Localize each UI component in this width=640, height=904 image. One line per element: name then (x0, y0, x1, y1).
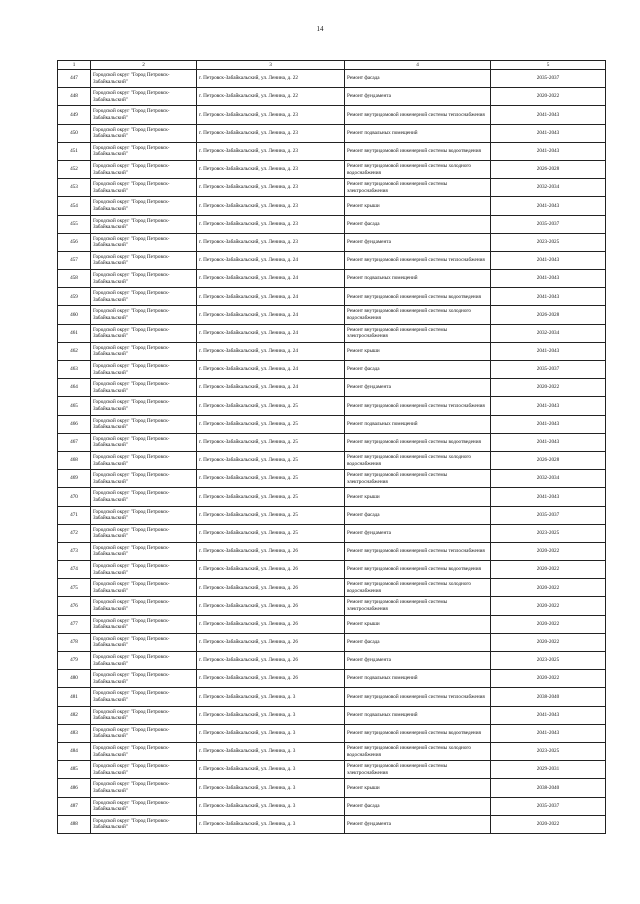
work-type-cell: Ремонт внутридомовой инженерной системы водоотведения (345, 288, 491, 306)
municipality-cell: Городской округ "Город Петровск-Забайкальский" (91, 506, 197, 524)
period-cell: 2023-2025 (491, 524, 606, 542)
row-number: 456 (58, 233, 91, 251)
period-cell: 2041-2043 (491, 724, 606, 742)
municipality-cell: Городской округ "Город Петровск-Забайкальский" (91, 761, 197, 779)
address-cell: г. Петровск-Забайкальский, ул. Ленина, д. 24 (197, 324, 345, 342)
table-row (58, 633, 606, 651)
table-row (58, 451, 606, 469)
address-cell: г. Петровск-Забайкальский, ул. Ленина, д. 26 (197, 652, 345, 670)
column-header: 3 (197, 61, 345, 70)
table-row (58, 561, 606, 579)
work-type-cell: Ремонт фасада (345, 215, 491, 233)
address-cell: г. Петровск-Забайкальский, ул. Ленина, д. 3 (197, 742, 345, 760)
municipality-cell: Городской округ "Город Петровск-Забайкальский" (91, 451, 197, 469)
municipality-cell: Городской округ "Город Петровск-Забайкальский" (91, 633, 197, 651)
work-type-cell: Ремонт внутридомовой инженерной системы теплоснабжения (345, 688, 491, 706)
period-cell: 2023-2025 (491, 233, 606, 251)
row-number: 482 (58, 706, 91, 724)
table-row (58, 779, 606, 797)
row-number: 449 (58, 106, 91, 124)
municipality-cell: Городской округ "Город Петровск-Забайкальский" (91, 597, 197, 615)
work-type-cell: Ремонт внутридомовой инженерной системы теплоснабжения (345, 542, 491, 560)
period-cell: 2020-2022 (491, 633, 606, 651)
work-type-cell: Ремонт крыши (345, 342, 491, 360)
municipality-cell: Городской округ "Город Петровск-Забайкальский" (91, 524, 197, 542)
work-type-cell: Ремонт внутридомовой инженерной системы водоотведения (345, 142, 491, 160)
work-type-cell: Ремонт внутридомовой инженерной системы электроснабжения (345, 179, 491, 197)
row-number: 477 (58, 615, 91, 633)
municipality-cell: Городской округ "Город Петровск-Забайкальский" (91, 88, 197, 106)
row-number: 488 (58, 815, 91, 833)
row-number: 451 (58, 142, 91, 160)
municipality-cell: Городской округ "Город Петровск-Забайкальский" (91, 379, 197, 397)
table-row (58, 761, 606, 779)
row-number: 464 (58, 379, 91, 397)
work-type-cell: Ремонт подвальных помещений (345, 706, 491, 724)
work-type-cell: Ремонт внутридомовой инженерной системы водоотведения (345, 724, 491, 742)
address-cell: г. Петровск-Забайкальский, ул. Ленина, д. 23 (197, 215, 345, 233)
period-cell: 2035-2037 (491, 797, 606, 815)
address-cell: г. Петровск-Забайкальский, ул. Ленина, д. 23 (197, 233, 345, 251)
address-cell: г. Петровск-Забайкальский, ул. Ленина, д. 22 (197, 70, 345, 88)
work-type-cell: Ремонт внутридомовой инженерной системы теплоснабжения (345, 397, 491, 415)
period-cell: 2041-2043 (491, 251, 606, 269)
period-cell: 2023-2025 (491, 652, 606, 670)
row-number: 453 (58, 179, 91, 197)
address-cell: г. Петровск-Забайкальский, ул. Ленина, д. 23 (197, 179, 345, 197)
municipality-cell: Городской округ "Город Петровск-Забайкальский" (91, 215, 197, 233)
row-number: 472 (58, 524, 91, 542)
work-type-cell: Ремонт внутридомовой инженерной системы электроснабжения (345, 470, 491, 488)
column-header: 1 (58, 61, 91, 70)
work-type-cell: Ремонт фасада (345, 361, 491, 379)
period-cell: 2038-2040 (491, 779, 606, 797)
period-cell: 2020-2022 (491, 815, 606, 833)
period-cell: 2029-2031 (491, 761, 606, 779)
table-row (58, 160, 606, 178)
table-row (58, 324, 606, 342)
municipality-cell: Городской округ "Город Петровск-Забайкальский" (91, 815, 197, 833)
table-row (58, 579, 606, 597)
row-number: 450 (58, 124, 91, 142)
period-cell: 2041-2043 (491, 415, 606, 433)
row-number: 483 (58, 724, 91, 742)
period-cell: 2020-2022 (491, 615, 606, 633)
period-cell: 2035-2037 (491, 506, 606, 524)
municipality-cell: Городской округ "Город Петровск-Забайкальский" (91, 742, 197, 760)
row-number: 478 (58, 633, 91, 651)
address-cell: г. Петровск-Забайкальский, ул. Ленина, д. 25 (197, 506, 345, 524)
table-row (58, 506, 606, 524)
municipality-cell: Городской округ "Город Петровск-Забайкальский" (91, 270, 197, 288)
table-row (58, 724, 606, 742)
municipality-cell: Городской округ "Город Петровск-Забайкальский" (91, 106, 197, 124)
address-cell: г. Петровск-Забайкальский, ул. Ленина, д. 23 (197, 142, 345, 160)
table-row (58, 288, 606, 306)
address-cell: г. Петровск-Забайкальский, ул. Ленина, д. 26 (197, 615, 345, 633)
period-cell: 2038-2040 (491, 688, 606, 706)
address-cell: г. Петровск-Забайкальский, ул. Ленина, д. 3 (197, 688, 345, 706)
address-cell: г. Петровск-Забайкальский, ул. Ленина, д. 24 (197, 288, 345, 306)
work-type-cell: Ремонт фундамента (345, 524, 491, 542)
row-number: 485 (58, 761, 91, 779)
work-type-cell: Ремонт крыши (345, 197, 491, 215)
column-header: 5 (491, 61, 606, 70)
address-cell: г. Петровск-Забайкальский, ул. Ленина, д. 23 (197, 106, 345, 124)
work-type-cell: Ремонт подвальных помещений (345, 124, 491, 142)
column-header: 4 (345, 61, 491, 70)
address-cell: г. Петровск-Забайкальский, ул. Ленина, д. 24 (197, 361, 345, 379)
row-number: 467 (58, 433, 91, 451)
table-row (58, 688, 606, 706)
address-cell: г. Петровск-Забайкальский, ул. Ленина, д. 3 (197, 761, 345, 779)
table-body (58, 70, 606, 834)
row-number: 465 (58, 397, 91, 415)
table-row (58, 70, 606, 88)
address-cell: г. Петровск-Забайкальский, ул. Ленина, д. 24 (197, 379, 345, 397)
municipality-cell: Городской округ "Город Петровск-Забайкальский" (91, 724, 197, 742)
period-cell: 2020-2022 (491, 379, 606, 397)
row-number: 481 (58, 688, 91, 706)
municipality-cell: Городской округ "Город Петровск-Забайкальский" (91, 306, 197, 324)
municipality-cell: Городской округ "Город Петровск-Забайкальский" (91, 124, 197, 142)
row-number: 448 (58, 88, 91, 106)
period-cell: 2041-2043 (491, 342, 606, 360)
table-row (58, 706, 606, 724)
table-row (58, 142, 606, 160)
municipality-cell: Городской округ "Город Петровск-Забайкальский" (91, 233, 197, 251)
row-number: 457 (58, 251, 91, 269)
row-number: 461 (58, 324, 91, 342)
period-cell: 2020-2022 (491, 542, 606, 560)
row-number: 480 (58, 670, 91, 688)
period-cell: 2023-2025 (491, 742, 606, 760)
work-type-cell: Ремонт внутридомовой инженерной системы теплоснабжения (345, 251, 491, 269)
municipality-cell: Городской округ "Город Петровск-Забайкальский" (91, 561, 197, 579)
municipality-cell: Городской округ "Город Петровск-Забайкальский" (91, 197, 197, 215)
row-number: 479 (58, 652, 91, 670)
table-row (58, 270, 606, 288)
period-cell: 2041-2043 (491, 706, 606, 724)
work-type-cell: Ремонт фундамента (345, 233, 491, 251)
municipality-cell: Городской округ "Город Петровск-Забайкальский" (91, 415, 197, 433)
work-type-cell: Ремонт подвальных помещений (345, 270, 491, 288)
row-number: 486 (58, 779, 91, 797)
municipality-cell: Городской округ "Город Петровск-Забайкальский" (91, 324, 197, 342)
column-header: 2 (91, 61, 197, 70)
row-number: 462 (58, 342, 91, 360)
work-type-cell: Ремонт внутридомовой инженерной системы водоотведения (345, 561, 491, 579)
period-cell: 2041-2043 (491, 197, 606, 215)
period-cell: 2041-2043 (491, 142, 606, 160)
table-row (58, 615, 606, 633)
address-cell: г. Петровск-Забайкальский, ул. Ленина, д. 24 (197, 306, 345, 324)
period-cell: 2041-2043 (491, 288, 606, 306)
period-cell: 2035-2037 (491, 215, 606, 233)
municipality-cell: Городской округ "Город Петровск-Забайкальский" (91, 361, 197, 379)
table-row (58, 106, 606, 124)
row-number: 470 (58, 488, 91, 506)
municipality-cell: Городской округ "Город Петровск-Забайкальский" (91, 488, 197, 506)
work-type-cell: Ремонт крыши (345, 615, 491, 633)
municipality-cell: Городской округ "Город Петровск-Забайкальский" (91, 706, 197, 724)
table-row (58, 215, 606, 233)
address-cell: г. Петровск-Забайкальский, ул. Ленина, д. 23 (197, 124, 345, 142)
period-cell: 2035-2037 (491, 70, 606, 88)
work-type-cell: Ремонт фундамента (345, 88, 491, 106)
repair-schedule-table (57, 60, 606, 834)
municipality-cell: Городской округ "Город Петровск-Забайкальский" (91, 179, 197, 197)
work-type-cell: Ремонт внутридомовой инженерной системы теплоснабжения (345, 106, 491, 124)
address-cell: г. Петровск-Забайкальский, ул. Ленина, д. 24 (197, 251, 345, 269)
table-row (58, 670, 606, 688)
period-cell: 2020-2022 (491, 579, 606, 597)
address-cell: г. Петровск-Забайкальский, ул. Ленина, д. 25 (197, 451, 345, 469)
work-type-cell: Ремонт крыши (345, 779, 491, 797)
table-row (58, 524, 606, 542)
address-cell: г. Петровск-Забайкальский, ул. Ленина, д. 24 (197, 270, 345, 288)
row-number: 458 (58, 270, 91, 288)
row-number: 487 (58, 797, 91, 815)
address-cell: г. Петровск-Забайкальский, ул. Ленина, д. 23 (197, 160, 345, 178)
period-cell: 2026-2028 (491, 451, 606, 469)
municipality-cell: Городской округ "Город Петровск-Забайкальский" (91, 470, 197, 488)
period-cell: 2041-2043 (491, 124, 606, 142)
table-row (58, 179, 606, 197)
address-cell: г. Петровск-Забайкальский, ул. Ленина, д. 3 (197, 706, 345, 724)
work-type-cell: Ремонт фундамента (345, 652, 491, 670)
work-type-cell: Ремонт внутридомовой инженерной системы холодного водоснабжения (345, 306, 491, 324)
work-type-cell: Ремонт подвальных помещений (345, 415, 491, 433)
address-cell: г. Петровск-Забайкальский, ул. Ленина, д. 3 (197, 779, 345, 797)
period-cell: 2041-2043 (491, 397, 606, 415)
work-type-cell: Ремонт внутридомовой инженерной системы холодного водоснабжения (345, 579, 491, 597)
table-row (58, 306, 606, 324)
row-number: 473 (58, 542, 91, 560)
work-type-cell: Ремонт внутридомовой инженерной системы холодного водоснабжения (345, 742, 491, 760)
table-row (58, 597, 606, 615)
table-row (58, 488, 606, 506)
row-number: 471 (58, 506, 91, 524)
period-cell: 2041-2043 (491, 106, 606, 124)
work-type-cell: Ремонт фасада (345, 70, 491, 88)
address-cell: г. Петровск-Забайкальский, ул. Ленина, д. 3 (197, 797, 345, 815)
row-number: 454 (58, 197, 91, 215)
municipality-cell: Городской округ "Город Петровск-Забайкальский" (91, 615, 197, 633)
municipality-cell: Городской округ "Город Петровск-Забайкальский" (91, 779, 197, 797)
address-cell: г. Петровск-Забайкальский, ул. Ленина, д. 26 (197, 561, 345, 579)
work-type-cell: Ремонт фасада (345, 633, 491, 651)
table-row (58, 815, 606, 833)
municipality-cell: Городской округ "Город Петровск-Забайкальский" (91, 160, 197, 178)
period-cell: 2032-2034 (491, 470, 606, 488)
table-row (58, 88, 606, 106)
work-type-cell: Ремонт фасада (345, 797, 491, 815)
table-row (58, 470, 606, 488)
table-row (58, 742, 606, 760)
table-header-row (58, 61, 606, 70)
page-number: 14 (316, 25, 324, 33)
row-number: 468 (58, 451, 91, 469)
table-row (58, 415, 606, 433)
period-cell: 2026-2028 (491, 160, 606, 178)
row-number: 466 (58, 415, 91, 433)
table-row (58, 397, 606, 415)
period-cell: 2026-2028 (491, 306, 606, 324)
work-type-cell: Ремонт подвальных помещений (345, 670, 491, 688)
row-number: 452 (58, 160, 91, 178)
table-row (58, 342, 606, 360)
work-type-cell: Ремонт фундамента (345, 815, 491, 833)
table-row (58, 251, 606, 269)
address-cell: г. Петровск-Забайкальский, ул. Ленина, д. 25 (197, 470, 345, 488)
row-number: 455 (58, 215, 91, 233)
address-cell: г. Петровск-Забайкальский, ул. Ленина, д. 26 (197, 633, 345, 651)
address-cell: г. Петровск-Забайкальский, ул. Ленина, д. 26 (197, 597, 345, 615)
work-type-cell: Ремонт внутридомовой инженерной системы холодного водоснабжения (345, 160, 491, 178)
address-cell: г. Петровск-Забайкальский, ул. Ленина, д. 25 (197, 415, 345, 433)
address-cell: г. Петровск-Забайкальский, ул. Ленина, д. 3 (197, 724, 345, 742)
address-cell: г. Петровск-Забайкальский, ул. Ленина, д. 26 (197, 579, 345, 597)
period-cell: 2020-2022 (491, 597, 606, 615)
address-cell: г. Петровск-Забайкальский, ул. Ленина, д. 25 (197, 488, 345, 506)
municipality-cell: Городской округ "Город Петровск-Забайкальский" (91, 397, 197, 415)
municipality-cell: Городской округ "Город Петровск-Забайкальский" (91, 288, 197, 306)
period-cell: 2020-2022 (491, 561, 606, 579)
period-cell: 2032-2034 (491, 324, 606, 342)
row-number: 469 (58, 470, 91, 488)
work-type-cell: Ремонт крыши (345, 488, 491, 506)
work-type-cell: Ремонт внутридомовой инженерной системы электроснабжения (345, 324, 491, 342)
table-row (58, 797, 606, 815)
row-number: 460 (58, 306, 91, 324)
address-cell: г. Петровск-Забайкальский, ул. Ленина, д. 25 (197, 397, 345, 415)
municipality-cell: Городской округ "Город Петровск-Забайкальский" (91, 579, 197, 597)
address-cell: г. Петровск-Забайкальский, ул. Ленина, д. 24 (197, 342, 345, 360)
table-row (58, 361, 606, 379)
work-type-cell: Ремонт внутридомовой инженерной системы электроснабжения (345, 761, 491, 779)
municipality-cell: Городской округ "Город Петровск-Забайкальский" (91, 433, 197, 451)
work-type-cell: Ремонт внутридомовой инженерной системы водоотведения (345, 433, 491, 451)
municipality-cell: Городской округ "Город Петровск-Забайкальский" (91, 142, 197, 160)
municipality-cell: Городской округ "Город Петровск-Забайкальский" (91, 542, 197, 560)
municipality-cell: Городской округ "Город Петровск-Забайкальский" (91, 251, 197, 269)
period-cell: 2041-2043 (491, 433, 606, 451)
work-type-cell: Ремонт фасада (345, 506, 491, 524)
period-cell: 2041-2043 (491, 488, 606, 506)
table-row (58, 652, 606, 670)
address-cell: г. Петровск-Забайкальский, ул. Ленина, д. 23 (197, 197, 345, 215)
row-number: 484 (58, 742, 91, 760)
table-row (58, 124, 606, 142)
work-type-cell: Ремонт внутридомовой инженерной системы электроснабжения (345, 597, 491, 615)
row-number: 475 (58, 579, 91, 597)
address-cell: г. Петровск-Забайкальский, ул. Ленина, д. 26 (197, 670, 345, 688)
row-number: 476 (58, 597, 91, 615)
table-row (58, 542, 606, 560)
row-number: 447 (58, 70, 91, 88)
table-row (58, 433, 606, 451)
municipality-cell: Городской округ "Город Петровск-Забайкальский" (91, 670, 197, 688)
address-cell: г. Петровск-Забайкальский, ул. Ленина, д. 25 (197, 524, 345, 542)
table-row (58, 233, 606, 251)
period-cell: 2020-2022 (491, 88, 606, 106)
municipality-cell: Городской округ "Город Петровск-Забайкальский" (91, 797, 197, 815)
period-cell: 2032-2034 (491, 179, 606, 197)
municipality-cell: Городской округ "Город Петровск-Забайкальский" (91, 688, 197, 706)
address-cell: г. Петровск-Забайкальский, ул. Ленина, д. 25 (197, 433, 345, 451)
municipality-cell: Городской округ "Город Петровск-Забайкальский" (91, 70, 197, 88)
period-cell: 2041-2043 (491, 270, 606, 288)
work-type-cell: Ремонт фундамента (345, 379, 491, 397)
row-number: 463 (58, 361, 91, 379)
period-cell: 2020-2022 (491, 670, 606, 688)
work-type-cell: Ремонт внутридомовой инженерной системы холодного водоснабжения (345, 451, 491, 469)
table-row (58, 379, 606, 397)
row-number: 459 (58, 288, 91, 306)
table-row (58, 197, 606, 215)
row-number: 474 (58, 561, 91, 579)
address-cell: г. Петровск-Забайкальский, ул. Ленина, д. 22 (197, 88, 345, 106)
municipality-cell: Городской округ "Город Петровск-Забайкальский" (91, 652, 197, 670)
address-cell: г. Петровск-Забайкальский, ул. Ленина, д. 3 (197, 815, 345, 833)
municipality-cell: Городской округ "Город Петровск-Забайкальский" (91, 342, 197, 360)
address-cell: г. Петровск-Забайкальский, ул. Ленина, д. 26 (197, 542, 345, 560)
period-cell: 2035-2037 (491, 361, 606, 379)
